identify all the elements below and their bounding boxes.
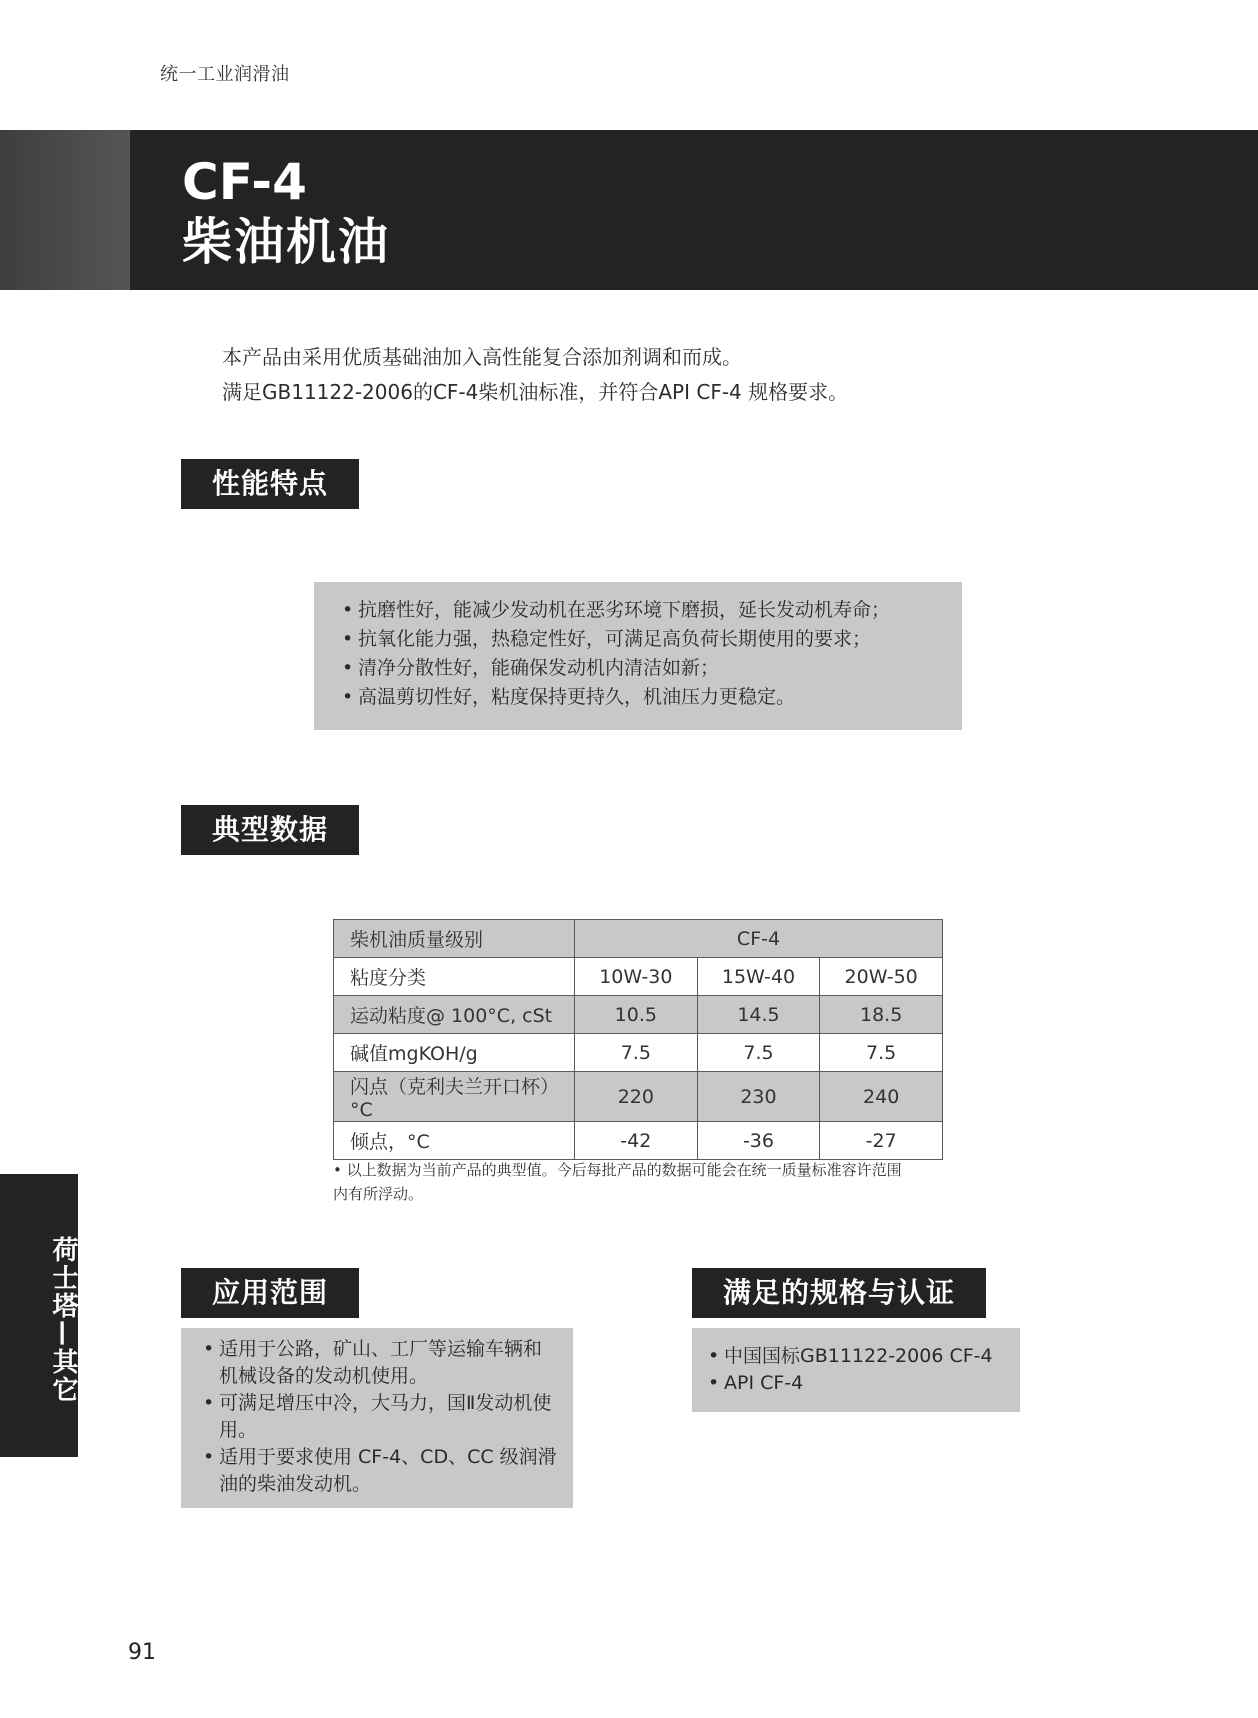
product-code: CF-4 bbox=[182, 153, 307, 211]
table-cell: -36 bbox=[697, 1122, 820, 1160]
features-heading: 性能特点 bbox=[181, 459, 359, 509]
table-cell: 7.5 bbox=[697, 1034, 820, 1072]
intro-text bbox=[222, 340, 848, 410]
list-item: • 抗磨性好，能减少发动机在恶劣环境下磨损，延长发动机寿命； bbox=[342, 596, 940, 625]
title-accent-block bbox=[0, 130, 130, 290]
intro-line: 本产品由采用优质基础油加入高性能复合添加剂调和而成。 bbox=[222, 345, 742, 369]
row-label: 运动粘度@ 100°C, cSt bbox=[334, 996, 575, 1034]
list-item: • 适用于要求使用 CF-4、CD、CC 级润滑油的柴油发动机。 bbox=[203, 1444, 559, 1498]
intro-line: 满足GB11122-2006的CF-4柴机油标准，并符合API CF-4 规格要求。 bbox=[222, 380, 849, 404]
table-cell: 7.5 bbox=[820, 1034, 943, 1072]
table-cell: 20W-50 bbox=[820, 958, 943, 996]
list-item: • 可满足增压中冷，大马力，国Ⅱ发动机使用。 bbox=[203, 1390, 559, 1444]
brand-name: 统一工业润滑油 bbox=[160, 64, 290, 85]
table-cell: 240 bbox=[820, 1072, 943, 1122]
table-row bbox=[334, 996, 943, 1034]
table-cell: 10W-30 bbox=[575, 958, 698, 996]
title-banner bbox=[0, 130, 1258, 290]
table-cell: 14.5 bbox=[697, 996, 820, 1034]
footnote-line: 内有所浮动。 bbox=[333, 1185, 424, 1203]
typical-data-heading: 典型数据 bbox=[181, 805, 359, 855]
typical-data-table bbox=[333, 919, 943, 1160]
features-list bbox=[342, 596, 940, 712]
table-cell: 230 bbox=[697, 1072, 820, 1122]
certifications-box bbox=[692, 1328, 1020, 1412]
features-box bbox=[314, 582, 962, 730]
table-cell: 15W-40 bbox=[697, 958, 820, 996]
table-footnote bbox=[333, 1158, 953, 1206]
list-item: • 清净分散性好，能确保发动机内清洁如新； bbox=[342, 654, 940, 683]
list-item: • 适用于公路，矿山、工厂等运输车辆和机械设备的发动机使用。 bbox=[203, 1336, 559, 1390]
table-row bbox=[334, 1034, 943, 1072]
table-cell: 10.5 bbox=[575, 996, 698, 1034]
table-row bbox=[334, 1072, 943, 1122]
table-cell: 220 bbox=[575, 1072, 698, 1122]
page-number: 91 bbox=[128, 1640, 156, 1665]
applications-heading: 应用范围 bbox=[181, 1268, 359, 1318]
list-item: • 高温剪切性好，粘度保持更持久，机油压力更稳定。 bbox=[342, 683, 940, 712]
row-label: 闪点（克利夫兰开口杯）°C bbox=[334, 1072, 575, 1122]
list-item: • 抗氧化能力强，热稳定性好，可满足高负荷长期使用的要求； bbox=[342, 625, 940, 654]
product-title: 柴油机油 bbox=[182, 213, 390, 271]
grade-value: CF-4 bbox=[575, 920, 943, 958]
table-cell: 18.5 bbox=[820, 996, 943, 1034]
list-item: • API CF-4 bbox=[708, 1370, 1008, 1397]
table-cell: 7.5 bbox=[575, 1034, 698, 1072]
side-tab-label: 荷士塔—其它 bbox=[48, 1236, 78, 1404]
certifications-list bbox=[708, 1343, 1008, 1397]
table-row bbox=[334, 1122, 943, 1160]
applications-box bbox=[181, 1328, 573, 1508]
table-row bbox=[334, 920, 943, 958]
row-label: 倾点，°C bbox=[334, 1122, 575, 1160]
applications-list bbox=[203, 1336, 559, 1498]
side-category-tab bbox=[0, 1174, 78, 1457]
row-label: 碱值mgKOH/g bbox=[334, 1034, 575, 1072]
table-cell: -42 bbox=[575, 1122, 698, 1160]
table-cell: -27 bbox=[820, 1122, 943, 1160]
row-label: 粘度分类 bbox=[334, 958, 575, 996]
table-row bbox=[334, 958, 943, 996]
row-label: 柴机油质量级别 bbox=[334, 920, 575, 958]
footnote-line: • 以上数据为当前产品的典型值。今后每批产品的数据可能会在统一质量标准容许范围 bbox=[333, 1161, 902, 1179]
certifications-heading: 满足的规格与认证 bbox=[692, 1268, 986, 1318]
list-item: • 中国国标GB11122-2006 CF-4 bbox=[708, 1343, 1008, 1370]
